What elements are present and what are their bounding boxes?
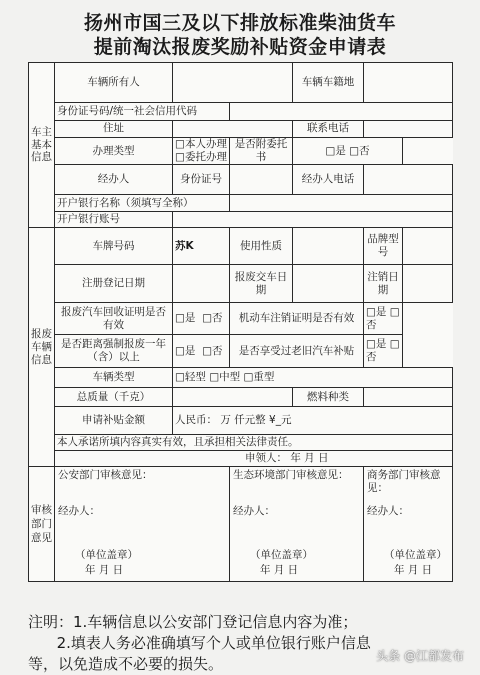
- owner-section-label: 车主基本信息: [29, 63, 55, 228]
- scrap-date-label: 报废交车日期: [230, 265, 293, 303]
- deadline-label: 是否距离强制报废一年（含）以上: [55, 335, 173, 368]
- note-line-1: 注明：1.车辆信息以公安部门登记信息内容为准；: [28, 613, 358, 631]
- declaration-text: 本人承诺所填内容真实有效，且承担相关法律责任。: [55, 435, 453, 451]
- police-operator-label: 经办人：: [58, 505, 100, 518]
- mv-cancel-yes-checkbox[interactable]: □是: [366, 305, 387, 318]
- old-subsidy-no-checkbox[interactable]: □否: [366, 338, 400, 364]
- mass-label: 总质量（千克）: [55, 388, 173, 407]
- note-line-2: 2.填表人务必准确填写个人或单位银行账户信息: [28, 634, 371, 652]
- form-title-line2: 提前淘汰报废奖励补贴资金申请表: [93, 36, 387, 58]
- entrusted-no-checkbox[interactable]: □否: [349, 144, 370, 157]
- vehicle-section-label: 报废车辆信息: [29, 228, 55, 467]
- owner-label: 车辆所有人: [55, 63, 173, 103]
- scrap-cert-yes-checkbox[interactable]: □是: [175, 312, 196, 325]
- bank-account-label: 开户银行账号: [55, 212, 173, 228]
- env-review-cell[interactable]: [230, 467, 364, 582]
- env-operator-label: 经办人：: [233, 505, 275, 518]
- env-stamp-label: （单位盖章）: [250, 549, 313, 562]
- vehicle-type-label: 车辆类型: [55, 368, 173, 388]
- deadline-no-checkbox[interactable]: □否: [202, 344, 223, 357]
- mv-cancel-label: 机动车注销证明是否有效: [230, 303, 364, 335]
- id-number-field[interactable]: [230, 103, 453, 121]
- scrap-cert-options[interactable]: [173, 303, 230, 335]
- old-subsidy-options[interactable]: [364, 335, 403, 368]
- use-label: 使用性质: [230, 228, 293, 265]
- id-number-label: 身份证号码/统一社会信用代码: [55, 103, 230, 121]
- old-subsidy-yes-checkbox[interactable]: □是: [366, 338, 387, 351]
- amount-field[interactable]: 人民币： 万 仟元整 ¥_元: [173, 407, 453, 435]
- form-title-line1: 扬州市国三及以下排放标准柴油货车: [83, 12, 396, 34]
- env-date-label: 年 月 日: [260, 564, 299, 577]
- notes: [28, 612, 468, 675]
- registry-field[interactable]: [364, 63, 453, 103]
- brand-label: 品牌型号: [364, 228, 403, 265]
- cancel-date-label: 注销日期: [364, 265, 403, 303]
- police-date-label: 年 月 日: [85, 564, 124, 577]
- vehicle-type-options[interactable]: □轻型 □中型 □重型: [173, 368, 453, 388]
- env-review-label: 生态环境部门审核意见：: [233, 469, 349, 482]
- deadline-options[interactable]: [173, 335, 230, 368]
- handler-phone-field[interactable]: [364, 165, 453, 195]
- bank-name-field[interactable]: [230, 195, 453, 212]
- entrusted-options[interactable]: [293, 138, 403, 165]
- commerce-stamp-label: （单位盖章）: [384, 549, 447, 562]
- registry-label: 车辆车籍地: [293, 63, 364, 103]
- method-label: 办理类型: [55, 138, 173, 165]
- application-form-table: [28, 62, 453, 582]
- address-field[interactable]: [173, 121, 293, 138]
- commerce-operator-label: 经办人：: [367, 505, 409, 518]
- commerce-review-cell[interactable]: [364, 467, 453, 582]
- plate-field[interactable]: 苏K: [173, 228, 230, 265]
- cancel-date-field[interactable]: [403, 265, 453, 303]
- review-section-label: 审核部门意见: [29, 467, 55, 582]
- note-line-3: 等，以免造成不必要的损失。: [28, 655, 224, 673]
- old-subsidy-label: 是否享受过老旧汽车补贴: [230, 335, 364, 368]
- mass-field[interactable]: [173, 388, 293, 407]
- bank-name-label: 开户银行名称（须填写全称）: [55, 195, 230, 212]
- reg-date-label: 注册登记日期: [55, 265, 173, 303]
- police-stamp-label: （单位盖章）: [75, 549, 138, 562]
- reg-date-field[interactable]: [173, 265, 230, 303]
- commerce-date-label: 年 月 日: [394, 564, 433, 577]
- handler-id-field[interactable]: [230, 165, 293, 195]
- fuel-field[interactable]: [364, 388, 453, 407]
- brand-field[interactable]: [403, 228, 453, 265]
- police-review-cell[interactable]: [55, 467, 230, 582]
- phone-label: 联系电话: [293, 121, 364, 138]
- method-self-checkbox[interactable]: □本人办理: [175, 138, 227, 150]
- watermark: 头条 @江都发布: [376, 649, 464, 663]
- scrap-cert-no-checkbox[interactable]: □否: [202, 312, 223, 325]
- mv-cancel-no-checkbox[interactable]: □否: [366, 305, 400, 331]
- handler-label: 经办人: [55, 165, 173, 195]
- amount-label: 申请补贴金额: [55, 407, 173, 435]
- plate-label: 车牌号码: [55, 228, 173, 265]
- use-field[interactable]: [293, 228, 364, 265]
- scrap-cert-label: 报废汽车回收证明是否有效: [55, 303, 173, 335]
- scrap-date-field[interactable]: [293, 265, 364, 303]
- address-label: 住址: [55, 121, 173, 138]
- police-review-label: 公安部门审核意见：: [58, 469, 153, 482]
- declaration-signer[interactable]: 申领人： 年 月 日: [55, 451, 453, 467]
- entrusted-yes-checkbox[interactable]: □是: [325, 144, 346, 157]
- phone-field[interactable]: [364, 121, 453, 138]
- owner-field[interactable]: [173, 63, 293, 103]
- fuel-label: 燃料种类: [293, 388, 364, 407]
- handler-phone-label: 经办人电话: [293, 165, 364, 195]
- bank-account-field[interactable]: [173, 212, 453, 228]
- deadline-yes-checkbox[interactable]: □是: [175, 344, 196, 357]
- commerce-review-label: 商务部门审核意见：: [367, 469, 441, 495]
- method-proxy-checkbox[interactable]: □委托办理: [175, 151, 227, 164]
- entrusted-label: 是否附委托书: [230, 138, 293, 165]
- mv-cancel-options[interactable]: [364, 303, 403, 335]
- method-options[interactable]: [173, 138, 230, 165]
- handler-id-label: 身份证号: [173, 165, 230, 195]
